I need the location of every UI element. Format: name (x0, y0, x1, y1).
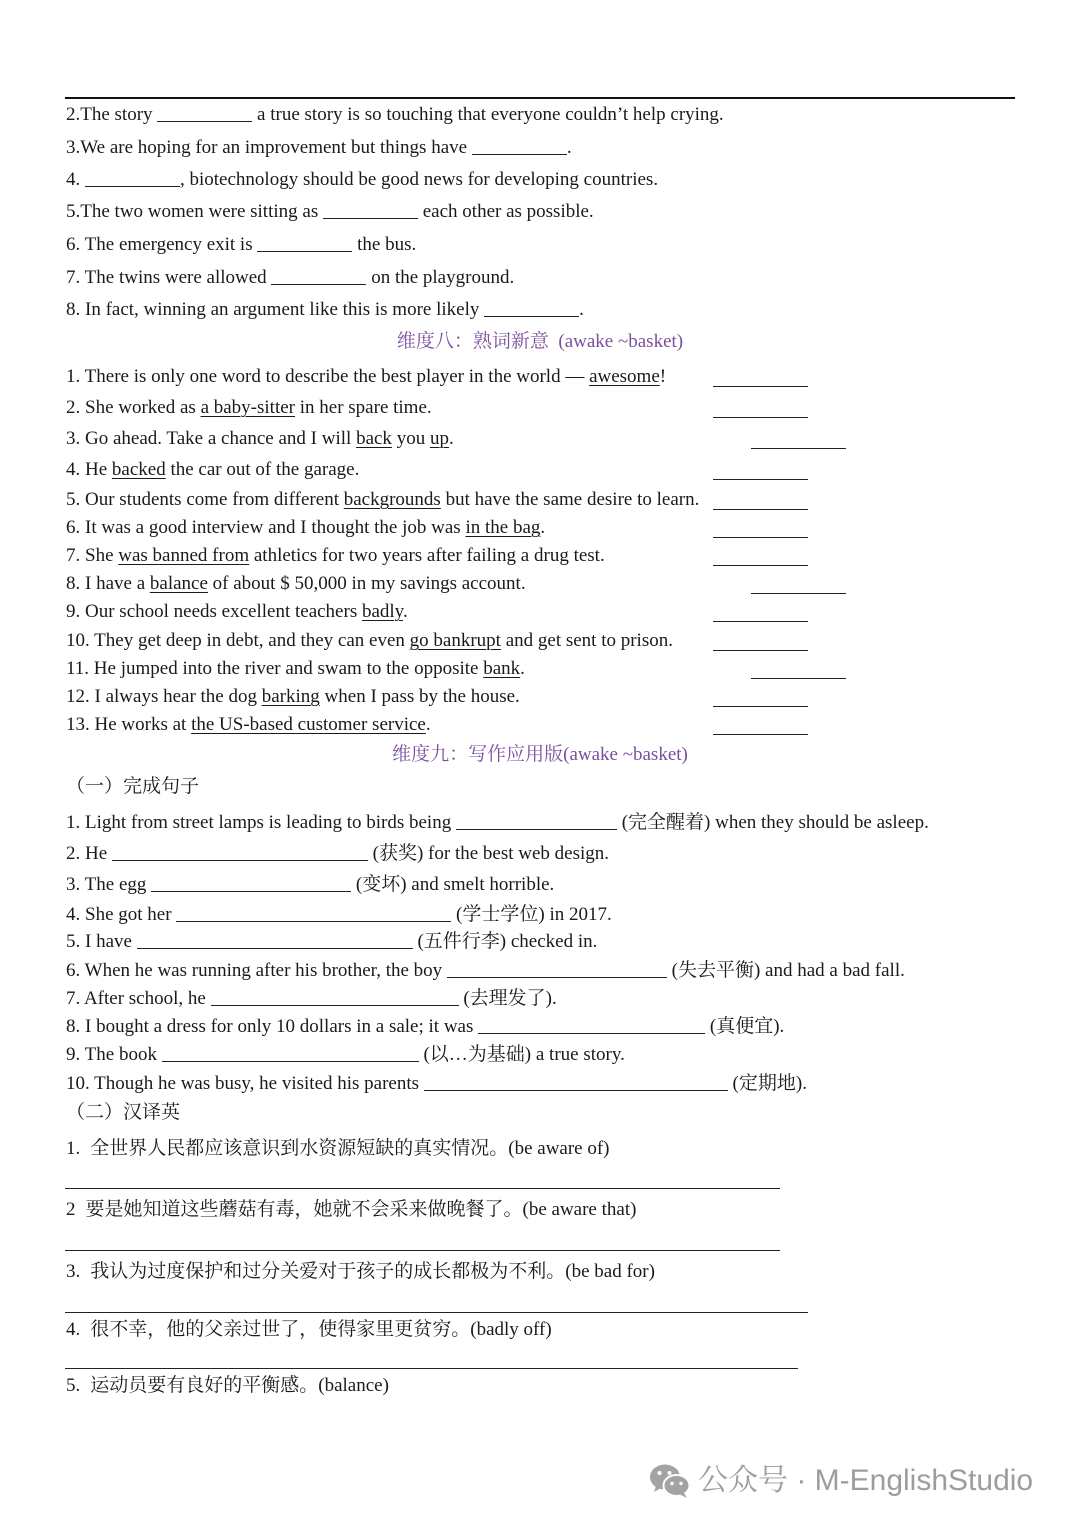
completion-item (66, 903, 612, 927)
vocab-item (66, 488, 699, 512)
fill-blank (157, 120, 252, 122)
translation-item (66, 1318, 552, 1342)
completion-item (66, 842, 609, 866)
answer-line (65, 1368, 798, 1369)
fill-blank (323, 217, 418, 219)
answer-blank (713, 706, 808, 707)
item-text-after: . (540, 517, 546, 538)
item-text-after: a true story is so touching that everyone couldn’t help crying. (252, 104, 724, 125)
item-text-after: the car out of the garage. (165, 459, 360, 480)
fill-blank (162, 1060, 419, 1062)
fill-blank (472, 153, 567, 155)
fill-blank (257, 250, 352, 252)
item-text-after: and get sent to prison. (500, 630, 673, 651)
exercise-item (66, 200, 594, 224)
completion-item (66, 959, 905, 983)
exercise-item (66, 168, 658, 192)
answer-blank (713, 537, 808, 538)
vocab-item (66, 657, 525, 681)
item-text-before: 4. He (66, 459, 112, 480)
exercise-item (66, 298, 584, 322)
target-word: a baby-sitter (200, 397, 295, 418)
completion-item (66, 1015, 784, 1039)
target-word: badly (361, 601, 403, 622)
completion-item (66, 930, 597, 954)
item-text-after: of about $ 50,000 in my savings account. (207, 573, 526, 594)
item-text-after: ! (659, 366, 667, 387)
item-text-before: 1. There is only one word to describe the best player in the world — (66, 366, 590, 387)
item-text-after: in her spare time. (295, 397, 432, 418)
item-text-before: 11. He jumped into the river and swam to the opposite (66, 658, 484, 679)
fill-blank (456, 828, 617, 830)
item-number: 4. (66, 1319, 81, 1340)
exercise-item (66, 233, 416, 257)
answer-blank (713, 417, 808, 418)
item-text-after: . (579, 299, 584, 320)
answer-blank (751, 448, 846, 449)
target-word: bank (483, 658, 521, 679)
wechat-icon (648, 1461, 692, 1501)
item-text-after: (完全醒着) when they should be asleep. (616, 812, 929, 833)
target-word: go bankrupt (409, 630, 501, 651)
item-number: 2 (66, 1199, 76, 1220)
item-text: 很不幸，他的父亲过世了，使得家里更贫穷。(badly off) (90, 1319, 552, 1340)
item-text-before: 3. The egg (66, 874, 152, 895)
answer-line (65, 1188, 780, 1189)
item-text-after: athletics for two years after failing a drug test. (249, 545, 605, 566)
target-word: the US-based customer service (191, 714, 426, 735)
item-text: 全世界人民都应该意识到水资源短缺的真实情况。(be aware of) (90, 1138, 610, 1159)
item-text-before: 6. It was a good interview and I thought the job was (66, 517, 466, 538)
subsection-title-translation: （二）汉译英 (66, 1102, 181, 1123)
fill-blank (271, 283, 366, 285)
target-word: barking (261, 686, 320, 707)
item-text-before: 7. The twins were allowed (66, 267, 272, 288)
item-text-after: . (520, 658, 525, 679)
item-number: 3. (66, 1261, 81, 1282)
item-text-before: 5. Our students come from different (66, 489, 344, 510)
vocab-item (66, 427, 454, 451)
exercise-item (66, 103, 724, 127)
item-text-after: each other as possible. (417, 201, 594, 222)
vocab-item (66, 685, 520, 709)
fill-blank (151, 890, 351, 892)
item-text-after: (真便宜). (705, 1016, 785, 1037)
subsection-title-sentence-completion: （一）完成句子 (66, 776, 200, 797)
item-text-before: 2.The story (66, 104, 158, 125)
item-text-before: 2. He (66, 843, 112, 864)
answer-blank (751, 678, 846, 679)
section-heading-dimension-8: 维度八：熟词新意 (awake ~basket) (396, 331, 684, 352)
item-text-after: when I pass by the house. (319, 686, 520, 707)
completion-item (66, 1043, 625, 1067)
item-text-after: . (425, 714, 431, 735)
target-word: in the bag (465, 517, 541, 538)
vocab-item (66, 458, 359, 482)
item-text-after: (变坏) and smelt horrible. (351, 874, 555, 895)
translation-item (66, 1198, 636, 1222)
answer-blank (713, 650, 808, 651)
item-text-before: 10. Though he was busy, he visited his parents (66, 1073, 424, 1094)
item-text-after: on the playground. (366, 267, 515, 288)
item-text-after: (获奖) for the best web design. (367, 843, 610, 864)
fill-blank (484, 315, 579, 317)
item-text-after: the bus. (352, 234, 417, 255)
vocab-item (66, 365, 666, 389)
completion-item (66, 987, 557, 1011)
item-text-before: 10. They get deep in debt, and they can even (66, 630, 410, 651)
completion-item (66, 1072, 807, 1096)
vocab-item (66, 572, 526, 596)
item-text-before: 4. (66, 169, 85, 190)
vocab-item (66, 516, 545, 540)
answer-blank (713, 479, 808, 480)
item-text-before: 9. Our school needs excellent teachers (66, 601, 362, 622)
item-text-before: 8. I have a (66, 573, 150, 594)
item-text-after: (学士学位) in 2017. (451, 904, 612, 925)
answer-blank (713, 509, 808, 510)
vocab-item (66, 544, 605, 568)
item-text-after: . (448, 428, 454, 449)
top-divider (65, 97, 1015, 99)
item-text-before: 13. He works at (66, 714, 192, 735)
item-text-before: 1. Light from street lamps is leading to birds being (66, 812, 456, 833)
fill-blank (478, 1032, 705, 1034)
target-word: backed (111, 459, 166, 480)
item-text-before: 5.The two women were sitting as (66, 201, 323, 222)
item-text-before: 7. She (66, 545, 119, 566)
item-text-before: 8. I bought a dress for only 10 dollars in a sale; it was (66, 1016, 479, 1037)
item-number: 5. (66, 1375, 81, 1396)
item-text-before: 8. In fact, winning an argument like this is more likely (66, 299, 485, 320)
answer-line (65, 1312, 808, 1313)
item-text: 我认为过度保护和过分关爱对于孩子的成长都极为不利。(be bad for) (90, 1261, 655, 1282)
target-word: was banned from (118, 545, 250, 566)
translation-item (66, 1374, 389, 1398)
item-text-before: 4. She got her (66, 904, 177, 925)
translation-item (66, 1137, 610, 1161)
target-word: back (356, 428, 392, 449)
item-text-middle: you (391, 428, 430, 449)
item-text-before: 7. After school, he (66, 988, 211, 1009)
item-text-before: 12. I always hear the dog (66, 686, 262, 707)
item-text-before: 5. I have (66, 931, 137, 952)
answer-blank (713, 565, 808, 566)
translation-item (66, 1260, 655, 1284)
section-heading-dimension-9: 维度九：写作应用版(awake ~basket) (392, 744, 688, 765)
item-text-before: 3.We are hoping for an improvement but things have (66, 137, 472, 158)
target-word: balance (149, 573, 208, 594)
exercise-item (66, 266, 514, 290)
item-text-after: (失去平衡) and had a bad fall. (666, 960, 905, 981)
answer-blank (713, 386, 808, 387)
watermark-text: 公众号 · M-EnglishStudio (698, 1464, 1034, 1497)
fill-blank (112, 859, 368, 861)
vocab-item (66, 396, 432, 420)
item-text: 运动员要有良好的平衡感。(balance) (90, 1375, 389, 1396)
item-text-before: 3. Go ahead. Take a chance and I will (66, 428, 357, 449)
exercise-item (66, 136, 572, 160)
target-word: backgrounds (343, 489, 441, 510)
item-text-after: . (402, 601, 408, 622)
item-number: 1. (66, 1138, 81, 1159)
answer-blank (713, 621, 808, 622)
fill-blank (447, 976, 667, 978)
completion-item (66, 811, 929, 835)
item-text: 要是她知道这些蘑菇有毒，她就不会采来做晚餐了。(be aware that) (85, 1199, 637, 1220)
target-word: awesome (589, 366, 660, 387)
target-word: up (429, 428, 449, 449)
item-text-after: (以…为基础) a true story. (418, 1044, 625, 1065)
completion-item (66, 873, 554, 897)
item-text-after: , biotechnology should be good news for developing countries. (180, 169, 659, 190)
fill-blank (211, 1004, 459, 1006)
answer-line (65, 1250, 780, 1251)
item-text-after: (去理发了). (458, 988, 557, 1009)
fill-blank (424, 1089, 728, 1091)
item-text-before: 9. The book (66, 1044, 162, 1065)
vocab-item (66, 713, 431, 737)
item-text-after: . (566, 137, 572, 158)
item-text-after: but have the same desire to learn. (440, 489, 700, 510)
answer-blank (713, 734, 808, 735)
vocab-item (66, 600, 408, 624)
answer-blank (751, 593, 846, 594)
fill-blank (85, 185, 180, 187)
item-text-before: 6. When he was running after his brother, the boy (66, 960, 447, 981)
fill-blank (176, 920, 451, 922)
vocab-item (66, 629, 673, 653)
item-text-before: 6. The emergency exit is (66, 234, 258, 255)
fill-blank (137, 947, 413, 949)
item-text-after: (五件行李) checked in. (412, 931, 598, 952)
item-text-after: (定期地). (727, 1073, 807, 1094)
item-text-before: 2. She worked as (66, 397, 201, 418)
